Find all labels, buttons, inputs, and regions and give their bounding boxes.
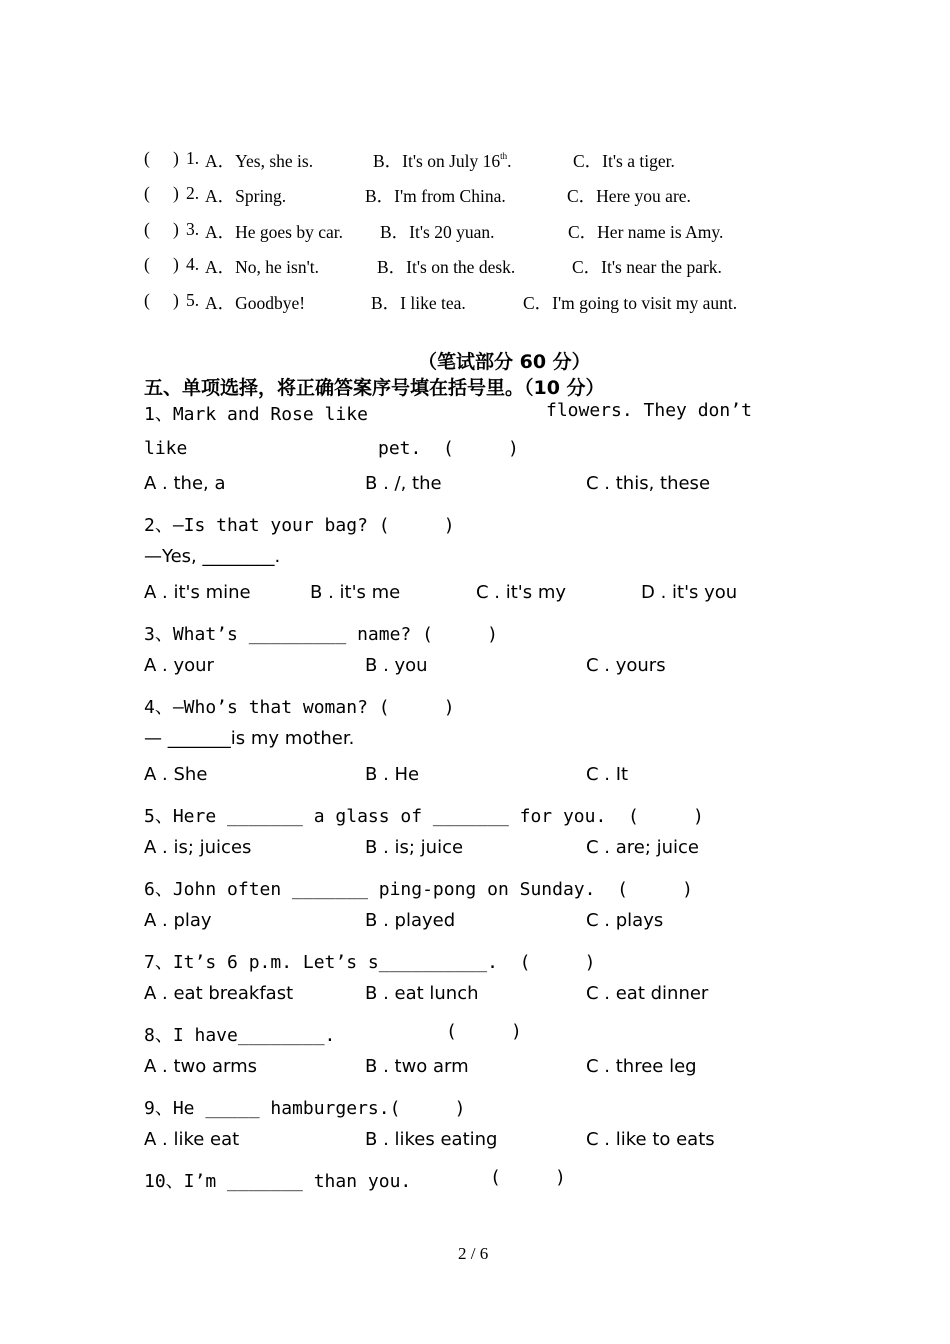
option-b: B．It's 20 yuan.	[380, 222, 495, 242]
question-3-text: 3、What’s _________ name? ( )	[144, 624, 498, 645]
option-a: A．No, he isn't.	[205, 257, 319, 277]
question-7-option-c: C . eat dinner	[586, 983, 709, 1004]
question-3-option-a: A . your	[144, 655, 214, 676]
item-number: 4.	[186, 254, 200, 274]
question-1-text: 1、Mark and Rose like	[144, 404, 368, 425]
question-7-text: 7、It’s 6 p.m. Let’s s__________. ( )	[144, 952, 596, 973]
answer-paren-open: (	[144, 219, 150, 239]
question-7-option-a: A . eat breakfast	[144, 983, 294, 1004]
question-8-option-a: A . two arms	[144, 1056, 258, 1077]
question-9-option-c: C . like to eats	[586, 1129, 715, 1150]
question-9-option-b: B . likes eating	[365, 1129, 498, 1150]
option-c: C．It's near the park.	[572, 257, 722, 277]
item-number: 1.	[186, 148, 200, 168]
option-a: A．Yes, she is.	[205, 151, 314, 171]
answer-paren-close: )	[173, 219, 179, 239]
question-9-text: 9、He _____ hamburgers.( )	[144, 1098, 466, 1119]
question-1-option-a: A . the, a	[144, 473, 226, 494]
question-6-text: 6、John often _______ ping-pong on Sunday. ( )	[144, 879, 694, 900]
answer-paren-open: (	[144, 254, 150, 274]
question-4-option-c: C . It	[586, 764, 629, 785]
option-b: B．I'm from China.	[365, 186, 506, 206]
item-number: 5.	[186, 290, 200, 310]
page-number: 2 / 6	[458, 1244, 489, 1263]
answer-paren-open: (	[144, 290, 150, 310]
question-8-option-c: C . three leg	[586, 1056, 697, 1077]
question-2-option-a: A . it's mine	[144, 582, 251, 603]
question-3-option-b: B . you	[365, 655, 428, 676]
option-c: C．Her name is Amy.	[568, 222, 724, 242]
question-10-text: 10、I’m _______ than you.	[144, 1171, 412, 1192]
item-number: 2.	[186, 183, 200, 203]
question-8-text: 8、I have________.	[144, 1025, 336, 1046]
question-9-option-a: A . like eat	[144, 1129, 240, 1150]
question-8-answer-paren: ( )	[446, 1021, 522, 1042]
option-a: A．Spring.	[205, 186, 287, 206]
option-a: A．He goes by car.	[205, 222, 344, 242]
answer-paren-close: )	[173, 290, 179, 310]
question-2-text: 2、—Is that your bag? ( )	[144, 515, 455, 536]
answer-paren-close: )	[173, 183, 179, 203]
question-1-text-cont: flowers. They don’t	[546, 400, 752, 421]
question-6-option-b: B . played	[365, 910, 456, 931]
question-1-option-b: B . /, the	[365, 473, 442, 494]
question-2-option-b: B . it's me	[310, 582, 401, 603]
answer-paren-open: (	[144, 183, 150, 203]
item-number: 3.	[186, 219, 200, 239]
question-1-option-c: C . this, these	[586, 473, 711, 494]
question-2-option-c: C . it's my	[476, 582, 567, 603]
question-5-option-c: C . are; juice	[586, 837, 700, 858]
option-c: C．I'm going to visit my aunt.	[523, 293, 738, 313]
question-2-option-d: D . it's you	[641, 582, 738, 603]
option-c: C．Here you are.	[567, 186, 691, 206]
option-a: A．Goodbye!	[205, 293, 306, 313]
question-1-text-line2-cont: pet. ( )	[378, 438, 519, 459]
question-6-option-c: C . plays	[586, 910, 664, 931]
section-title: 五、单项选择，将正确答案序号填在括号里。（10 分）	[144, 377, 605, 399]
question-2-answer-line: —Yes, ________.	[144, 546, 281, 567]
question-3-option-c: C . yours	[586, 655, 666, 676]
answer-paren-close: )	[173, 148, 179, 168]
question-4-option-b: B . He	[365, 764, 420, 785]
option-b: B．I like tea.	[371, 293, 466, 313]
option-c: C．It's a tiger.	[573, 151, 675, 171]
answer-paren-close: )	[173, 254, 179, 274]
question-5-option-b: B . is; juice	[365, 837, 464, 858]
question-4-text: 4、—Who’s that woman? ( )	[144, 697, 455, 718]
question-8-option-b: B . two arm	[365, 1056, 469, 1077]
written-part-title: （笔试部分 60 分）	[418, 351, 591, 373]
question-10-answer-paren: ( )	[490, 1167, 566, 1188]
option-b: B．It's on July 16th.	[373, 151, 512, 171]
question-7-option-b: B . eat lunch	[365, 983, 479, 1004]
question-6-option-a: A . play	[144, 910, 212, 931]
question-1-text-line2: like	[144, 438, 188, 459]
question-4-option-a: A . She	[144, 764, 208, 785]
question-5-option-a: A . is; juices	[144, 837, 252, 858]
question-5-text: 5、Here _______ a glass of _______ for you. ( )	[144, 806, 704, 827]
option-b: B．It's on the desk.	[377, 257, 516, 277]
answer-paren-open: (	[144, 148, 150, 168]
question-4-answer-line: — _______is my mother.	[144, 728, 355, 749]
